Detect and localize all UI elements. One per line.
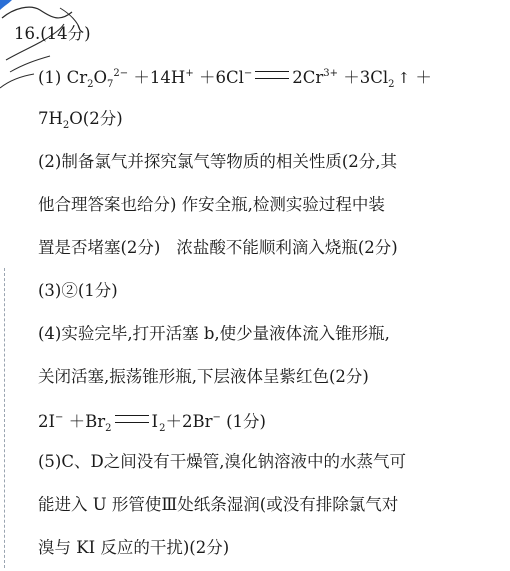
formula-charge: 2− xyxy=(113,68,129,79)
formula-h2o: 7H xyxy=(38,109,63,128)
formula-br: ＋Br xyxy=(63,412,106,431)
formula-sub: 2 xyxy=(159,423,166,434)
answer-segment: 置是否堵塞(2分) xyxy=(38,238,161,257)
question-number: 16.(14分) xyxy=(14,24,91,43)
formula-charge: + xyxy=(185,68,194,79)
formula-cr: Cr xyxy=(66,68,88,87)
answer-line-1b xyxy=(38,107,123,138)
formula-sub: 7 xyxy=(107,79,114,90)
formula-charge: − xyxy=(243,68,253,79)
formula-cr3: 2Cr xyxy=(292,68,324,87)
formula-i: 2I xyxy=(38,412,56,431)
answer-line-4a: (4)实验完毕,打开活塞 b,使少量液体流入锥形瓶, xyxy=(38,324,390,343)
answer-line-2a: (2)制备氯气并探究氯气等物质的相关性质(2分,其 xyxy=(38,152,398,171)
formula-sub: 2 xyxy=(388,79,395,90)
formula-sub: 2 xyxy=(87,79,94,90)
formula-charge: − xyxy=(212,412,221,423)
formula-i2: I xyxy=(151,412,159,431)
answer-line-3: (3)②(1分) xyxy=(38,281,118,300)
answer-line-5a: (5)C、D之间没有干燥管,溴化钠溶液中的水蒸气可 xyxy=(38,452,406,471)
gas-up-arrow-icon: ↑ xyxy=(397,69,411,87)
formula-br-rest: ＋2Br xyxy=(165,412,213,431)
formula-sub: 2 xyxy=(105,423,112,434)
formula-cl2: ＋3Cl xyxy=(338,68,389,87)
formula-charge: − xyxy=(55,412,64,423)
formula-charge: 3+ xyxy=(323,68,339,79)
part-prefix: (1) xyxy=(38,68,67,87)
answer-line-2b: 他合理答案也给分) 作安全瓶,检测实验过程中装 xyxy=(38,195,385,214)
answer-line-4c xyxy=(38,406,266,441)
equals-sign xyxy=(115,415,149,423)
formula-plus: ＋ xyxy=(410,68,432,87)
answer-line-2c xyxy=(38,236,398,260)
formula-cl: ＋6Cl xyxy=(193,68,244,87)
margin-dashed-rule xyxy=(4,268,5,568)
equals-sign xyxy=(255,71,289,79)
answer-line-4b: 关闭活塞,振荡锥形瓶,下层液体呈紫红色(2分) xyxy=(38,367,369,386)
formula-h: ＋14H xyxy=(128,68,186,87)
formula-score: (1分) xyxy=(220,412,266,431)
formula-sub: 2 xyxy=(62,120,70,131)
answer-line-5b: 能进入 U 形管使Ⅲ处纸条湿润(或没有排除氯气对 xyxy=(38,495,399,514)
answer-line-5c: 溴与 KI 反应的干扰)(2分) xyxy=(38,538,230,557)
answer-line-1a xyxy=(38,62,432,97)
answer-segment: 浓盐酸不能顺利滴入烧瓶(2分) xyxy=(176,238,398,257)
formula-o: O xyxy=(93,68,108,87)
formula-o-score: O(2分) xyxy=(69,109,123,128)
